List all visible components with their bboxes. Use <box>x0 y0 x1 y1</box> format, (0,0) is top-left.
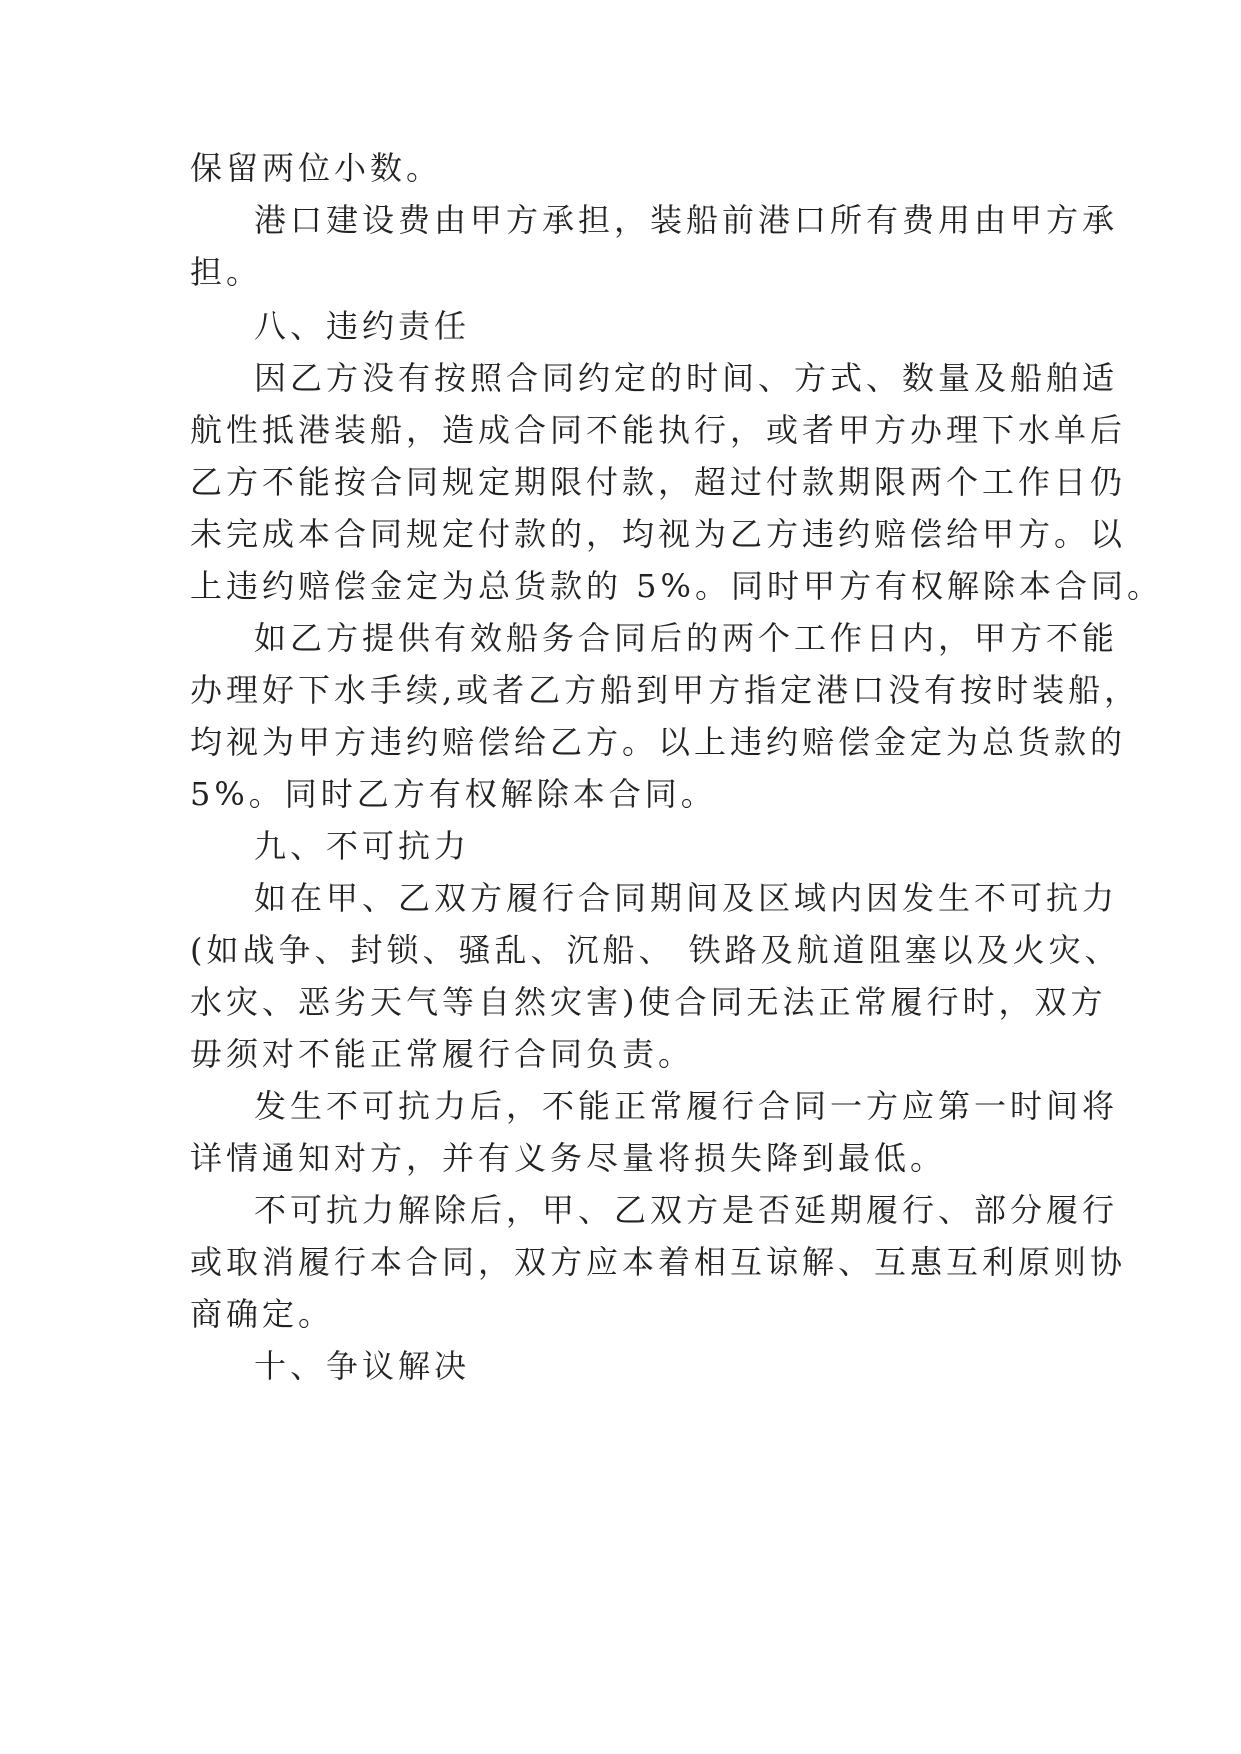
text-line: 或取消履行本合同，双方应本着相互谅解、互惠互利原则协 <box>190 1243 1127 1281</box>
section-heading: 八、违约责任 <box>254 307 471 345</box>
text-line: 港口建设费由甲方承担，装船前港口所有费用由甲方承 <box>254 201 1119 239</box>
text-line: 担。 <box>190 253 263 291</box>
text-line: 不可抗力解除后，甲、乙双方是否延期履行、部分履行 <box>254 1191 1119 1229</box>
text-line: 如在甲、乙双方履行合同期间及区域内因发生不可抗力 <box>254 879 1119 917</box>
text-line: 因乙方没有按照合同约定的时间、方式、数量及船舶适 <box>254 359 1119 397</box>
text-line: (如战争、封锁、骚乱、沉船、 铁路及航道阻塞以及火灾、 <box>190 931 1121 969</box>
text-line: 均视为甲方违约赔偿给乙方。以上违约赔偿金定为总货款的 <box>190 723 1127 761</box>
text-line: 航性抵港装船，造成合同不能执行，或者甲方办理下水单后 <box>190 411 1127 449</box>
section-heading: 十、争议解决 <box>254 1347 471 1385</box>
text-line: 上违约赔偿金定为总货款的 5%。同时甲方有权解除本合同。 <box>190 567 1163 605</box>
text-line: 详情通知对方，并有义务尽量将损失降到最低。 <box>190 1139 947 1177</box>
text-line: 发生不可抗力后，不能正常履行合同一方应第一时间将 <box>254 1087 1119 1125</box>
text-line: 商确定。 <box>190 1295 335 1333</box>
text-line: 保留两位小数。 <box>190 149 443 187</box>
text-line: 如乙方提供有效船务合同后的两个工作日内，甲方不能 <box>254 619 1119 657</box>
text-line: 办理好下水手续,或者乙方船到甲方指定港口没有按时装船， <box>190 671 1141 709</box>
text-line: 乙方不能按合同规定期限付款，超过付款期限两个工作日仍 <box>190 463 1127 501</box>
text-line: 毋须对不能正常履行合同负责。 <box>190 1035 695 1073</box>
text-line: 水灾、恶劣天气等自然灾害)使合同无法正常履行时，双方 <box>190 983 1107 1021</box>
section-heading: 九、不可抗力 <box>254 827 471 865</box>
text-line: 5%。同时乙方有权解除本合同。 <box>190 775 717 813</box>
text-line: 未完成本合同规定付款的，均视为乙方违约赔偿给甲方。以 <box>190 515 1127 553</box>
